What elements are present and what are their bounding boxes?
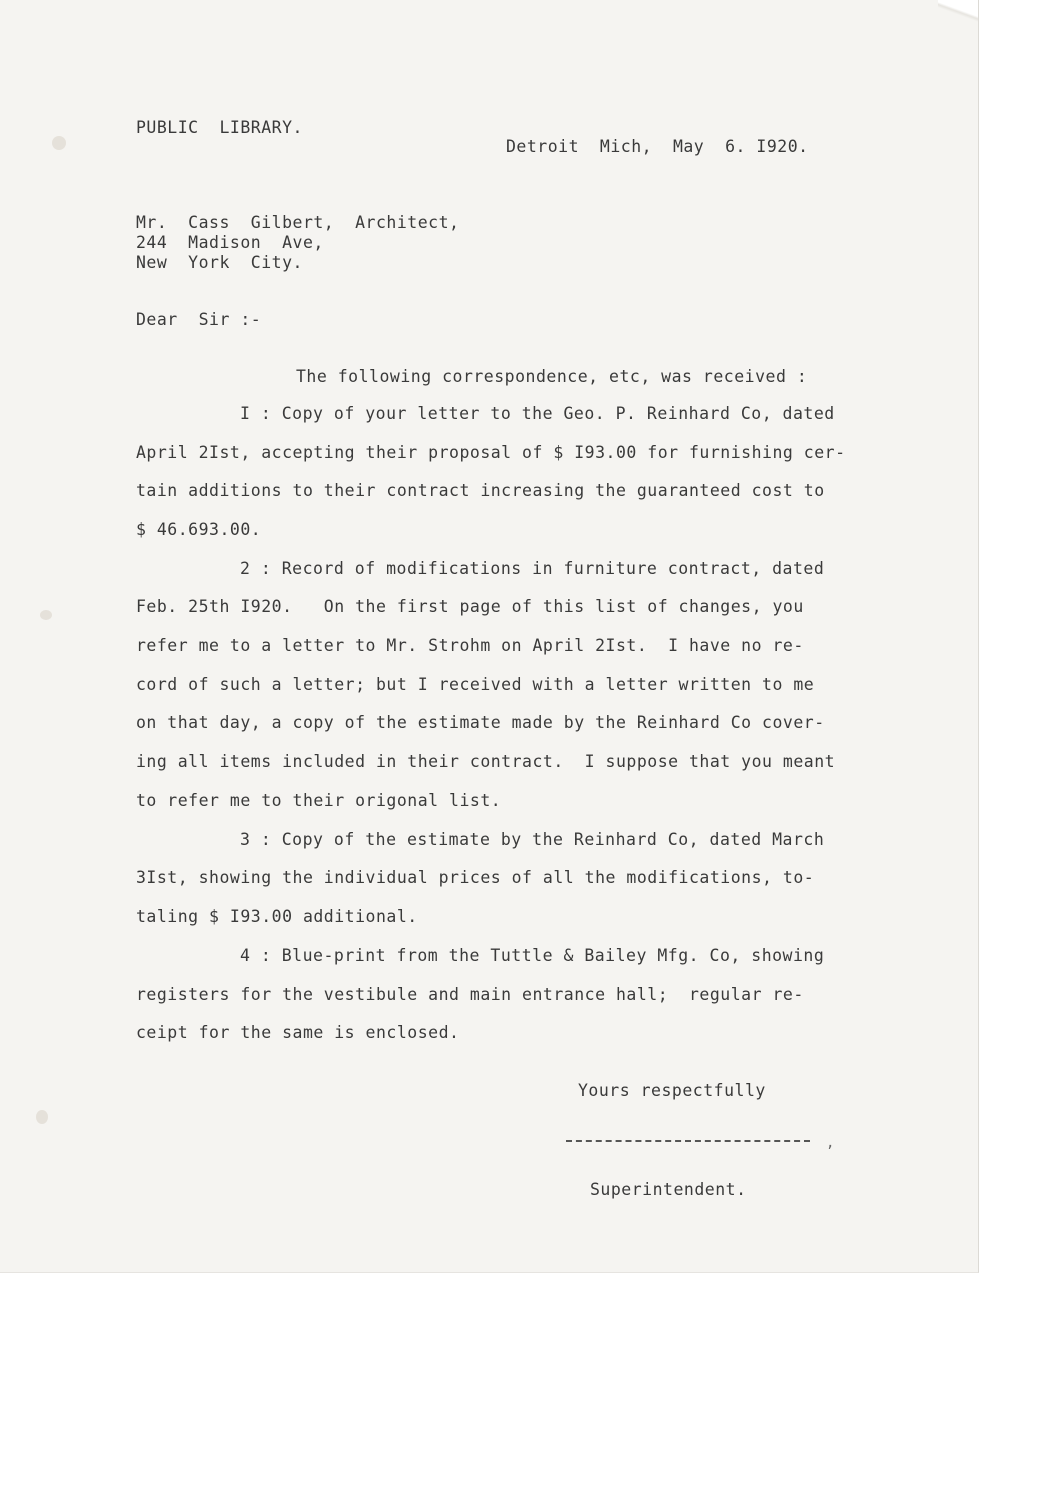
folded-corner	[938, 0, 978, 22]
item-4-line: ceipt for the same is enclosed.	[136, 1023, 460, 1042]
item-3-line: 3Ist, showing the individual prices of all the modifications, to-	[136, 868, 815, 887]
recipient-line: 244 Madison Ave,	[136, 233, 324, 252]
item-1-line: April 2Ist, accepting their proposal of $ I93.00 for furnishing cer-	[136, 443, 846, 462]
item-1-line: I : Copy of your letter to the Geo. P. Reinhard Co, dated	[240, 404, 835, 423]
item-4-line: registers for the vestibule and main entrance hall; regular re-	[136, 985, 804, 1004]
item-2-line: cord of such a letter; but I received with a letter written to me	[136, 675, 815, 694]
signature-title: Superintendent.	[590, 1180, 747, 1199]
recipient-line: Mr. Cass Gilbert, Architect,	[136, 213, 460, 232]
item-2-line: 2 : Record of modifications in furniture contract, dated	[240, 559, 825, 578]
intro-line: The following correspondence, etc, was received :	[296, 367, 808, 386]
letterhead: PUBLIC LIBRARY.	[136, 118, 303, 137]
closing: Yours respectfully	[578, 1081, 766, 1100]
signature-line	[566, 1140, 810, 1142]
item-2-line: on that day, a copy of the estimate made by the Reinhard Co cover-	[136, 713, 825, 732]
item-1-line: $ 46.693.00.	[136, 520, 262, 539]
item-2-line: ing all items included in their contract. I suppose that you meant	[136, 752, 836, 771]
item-2-line: to refer me to their origonal list.	[136, 791, 502, 810]
recipient-line: New York City.	[136, 253, 303, 272]
item-3-line: taling $ I93.00 additional.	[136, 907, 418, 926]
item-3-line: 3 : Copy of the estimate by the Reinhard Co, dated March	[240, 830, 825, 849]
item-4-line: 4 : Blue-print from the Tuttle & Bailey Mfg. Co, showing	[240, 946, 825, 965]
item-2-line: refer me to a letter to Mr. Strohm on April 2Ist. I have no re-	[136, 636, 804, 655]
place-date: Detroit Mich, May 6. I920.	[506, 137, 809, 156]
paper-stain	[52, 136, 66, 150]
item-1-line: tain additions to their contract increasing the guaranteed cost to	[136, 481, 825, 500]
signature-line-mark: ,	[826, 1135, 835, 1151]
item-2-line: Feb. 25th I920. On the first page of this list of changes, you	[136, 597, 804, 616]
paper-stain	[40, 610, 52, 620]
salutation: Dear Sir :-	[136, 310, 262, 329]
paper-stain	[36, 1110, 48, 1124]
